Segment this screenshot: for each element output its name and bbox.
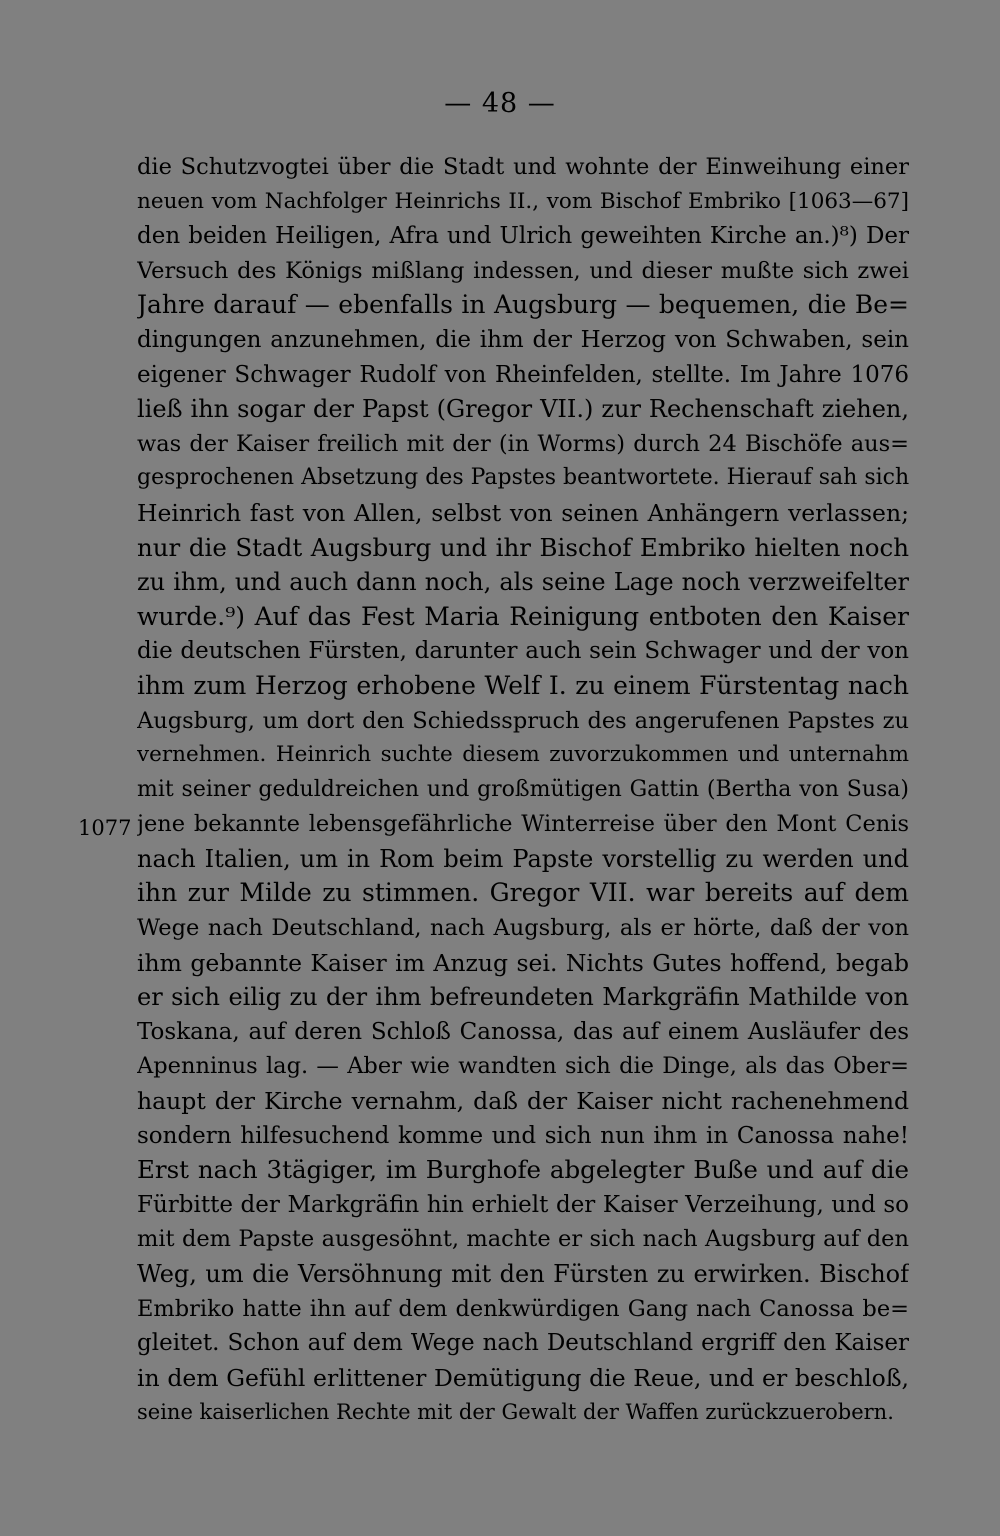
text-line: Toskana, auf deren Schloß Canossa, das auf einem Ausläufer des — [137, 1018, 909, 1045]
text-line: nach Italien, um in Rom beim Papste vorstellig zu werden und — [137, 844, 909, 873]
text-line: gesprochenen Absetzung des Papstes beantwortete. Hierauf sah sich — [137, 465, 909, 491]
text-line: Erst nach 3tägiger, im Burghofe abgelegter Buße und auf die — [137, 1155, 909, 1185]
text-line: Wege nach Deutschland, nach Augsburg, als er hörte, daß der von — [137, 915, 909, 942]
text-line: Weg, um die Versöhnung mit den Fürsten zu erwirken. Bischof — [137, 1260, 909, 1288]
text-line: die Schutzvogtei über die Stadt und wohnte der Einweihung einer — [137, 154, 909, 180]
text-line: ihm zum Herzog erhobene Welf I. zu einem Fürstentag nach — [137, 670, 909, 700]
text-line: eigener Schwager Rudolf von Rheinfelden, stellte. Im Jahre 1076 — [137, 361, 909, 388]
text-line: dingungen anzunehmen, die ihm der Herzog von Schwaben, sein — [137, 326, 909, 353]
text-line: wurde.⁹) Auf das Fest Maria Reinigung entboten den Kaiser — [137, 601, 909, 631]
text-line: sondern hilfesuchend komme und sich nun ihm in Canossa nahe! — [137, 1122, 909, 1149]
text-line: nur die Stadt Augsburg und ihr Bischof Embriko hielten noch — [137, 532, 909, 562]
text-line: Embriko hatte ihn auf dem denkwürdigen Gang nach Canossa be= — [137, 1295, 909, 1322]
body-text — [137, 150, 909, 1430]
text-line: haupt der Kirche vernahm, daß der Kaiser nicht rachenehmend — [137, 1087, 909, 1116]
text-line: Versuch des Königs mißlang indessen, und dieser mußte sich zwei — [137, 257, 909, 284]
text-line: jene bekannte lebensgefährliche Winterreise über den Mont Cenis — [137, 811, 909, 838]
text-line: Jahre darauf — ebenfalls in Augsburg — bequemen, die Be= — [137, 290, 909, 320]
text-line: neuen vom Nachfolger Heinrichs II., vom Bischof Embriko [1063—67] — [137, 188, 909, 214]
text-line: mit seiner geduldreichen und großmütigen Gattin (Bertha von Susa) — [137, 776, 909, 802]
text-line: Heinrich fast von Allen, selbst von seinen Anhängern verlassen; — [137, 498, 909, 527]
text-line: Apenninus lag. — Aber wie wandten sich die Dinge, als das Ober= — [137, 1053, 909, 1080]
text-line: ließ ihn sogar der Papst (Gregor VII.) zur Rechenschaft ziehen, — [137, 395, 909, 424]
text-line: den beiden Heiligen, Afra und Ulrich geweihten Kirche an.)⁸) Der — [137, 223, 909, 250]
text-line: ihm gebannte Kaiser im Anzug sei. Nichts Gutes hoffend, begab — [137, 948, 909, 977]
text-line: zu ihm, und auch dann noch, als seine Lage noch verzweifelter — [137, 568, 909, 597]
page-number: — 48 — — [444, 88, 556, 119]
text-line: vernehmen. Heinrich suchte diesem zuvorzukommen und unternahm — [137, 742, 909, 768]
text-line: was der Kaiser freilich mit der (in Worms) durch 24 Bischöfe aus= — [137, 430, 909, 457]
text-line: ihn zur Milde zu stimmen. Gregor VII. war bereits auf dem — [137, 878, 909, 908]
text-line: mit dem Papste ausgesöhnt, machte er sich nach Augsburg auf den — [137, 1226, 909, 1253]
text-line: Fürbitte der Markgräfin hin erhielt der Kaiser Verzeihung, und so — [137, 1191, 909, 1218]
text-line: in dem Gefühl erlittener Demütigung die Reue, und er beschloß, — [137, 1363, 909, 1392]
text-line: die deutschen Fürsten, darunter auch sein Schwager und der von — [137, 638, 909, 665]
margin-year-note: 1077 — [78, 816, 132, 841]
text-line: er sich eilig zu der ihm befreundeten Markgräfin Mathilde von — [137, 983, 909, 1012]
text-line: seine kaiserlichen Rechte mit der Gewalt der Waffen zurückzuerobern. — [137, 1400, 894, 1425]
text-line: Augsburg, um dort den Schiedsspruch des angerufenen Papstes zu — [137, 707, 909, 734]
text-line: gleitet. Schon auf dem Wege nach Deutschland ergriff den Kaiser — [137, 1330, 909, 1357]
